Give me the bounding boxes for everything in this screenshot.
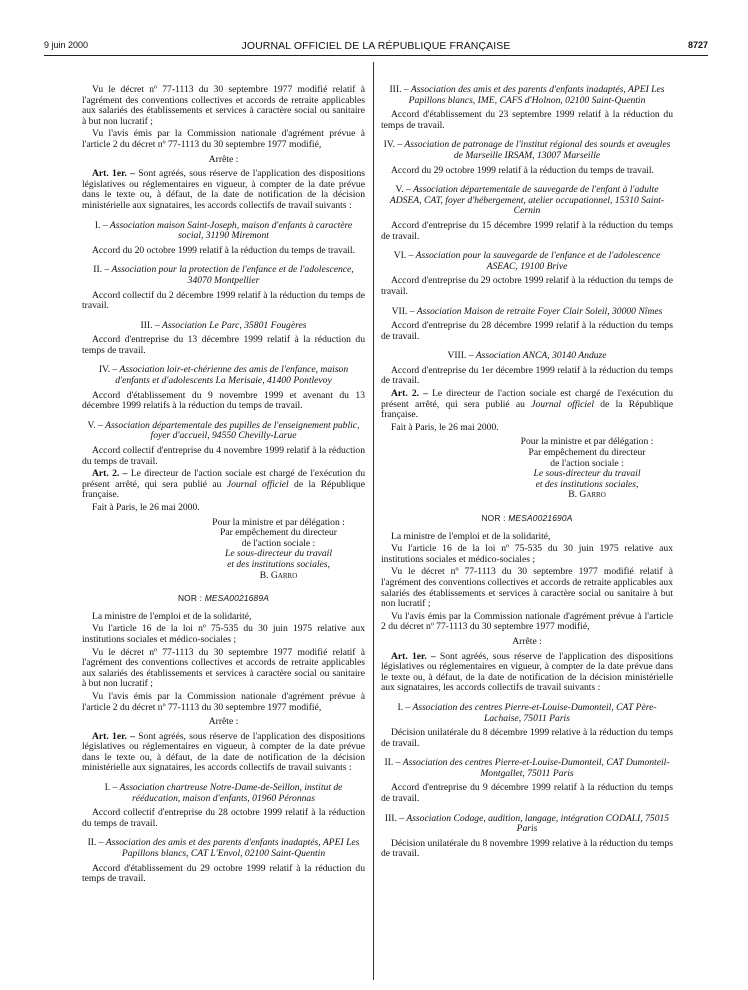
left-b-arrete: Arrête :	[208, 716, 239, 728]
signatory-name: B. Garro	[259, 569, 298, 581]
left-b-article-1: Art. 1er. – Sont agréés, sous réserve de l'application des dispositions législatives ou réglementaires en vigueur, à compter de la date prévue dans le texte ou, à défaut, de la date de notification de la décision ministérielle aux signataires, les accords collectifs de travail suivants :	[82, 730, 365, 774]
left-intro-avis: Vu l'avis émis par la Commission nationale d'agrément prévue à l'article 2 du décret nº 77-1113 du 30 septembre 1977 modifié,	[82, 128, 365, 150]
right-nor-reference: NOR : MESA0021690A	[481, 513, 573, 523]
left-b-item-text: Accord collectif d'entreprise du 28 octobre 1999 relatif à la réduction du temps de travail.	[82, 807, 365, 829]
right-b-minister: La ministre de l'emploi et de la solidarité,	[391, 530, 551, 542]
article-label: Art. 1er. –	[92, 168, 135, 180]
right-b-item-heading: I. – Association des centres Pierre-et-Louise-Dumonteil, CAT Père-Lachaise, 75011 Paris	[397, 701, 657, 724]
left-intro-decree: Vu le décret nº 77-1113 du 30 septembre 1977 modifié relatif à l'agrément des conventions collectives et accords de retraite applicables aux salariés des établissements et services à caractère social ou sanitaire à but non lucratif ;	[82, 84, 365, 127]
left-article-2: Art. 2. – Le directeur de l'action sociale est chargé de l'exécution du présent arrêté, qui sera publié au Journal officiel de la République française.	[82, 468, 365, 501]
right-b-item-text: Accord d'entreprise du 9 décembre 1999 relatif à la réduction du temps de travail.	[381, 782, 673, 805]
left-signature-block: Pour la ministre et par délégation : Par empêchement du directeur de l'action sociale : Le sous-directeur du travail et des institutions sociales, B. Garro	[82, 518, 365, 582]
left-item-text: Accord du 20 octobre 1999 relatif à la réduction du temps de travail.	[92, 244, 355, 256]
left-b-item-heading: I. – Association chartreuse Notre-Dame-de-Seillon, institut de rééducation, maison d'enfants, 01960 Péronnas	[104, 782, 343, 804]
left-b-minister: La ministre de l'emploi et de la solidarité,	[92, 610, 252, 622]
right-item-text: Accord d'entreprise du 29 octobre 1999 relatif à la réduction du temps de travail.	[381, 275, 673, 297]
right-column	[381, 85, 673, 862]
left-b-item-text: Accord d'établissement du 29 octobre 1999 relatif à la réduction du temps de travail.	[82, 862, 365, 885]
left-item-heading: III. – Association Le Parc, 35801 Fougères	[140, 319, 307, 331]
right-item-heading: VII. – Association Maison de retraite Foyer Clair Soleil, 30000 Nîmes	[391, 305, 663, 317]
article-text: Sont agréés, sous réserve de l'application des dispositions législatives ou réglementaires en vigueur, à compter de la date prévue dans le texte ou, à défaut, de la date de notification de la décision ministérielle aux signataires, les accords collectifs de travail suivants :	[82, 168, 365, 211]
right-item-text: Accord d'entreprise du 1er décembre 1999 relatif à la réduction du temps de travail.	[381, 364, 673, 387]
header-rule	[44, 55, 708, 56]
left-item-heading: IV. – Association loir-et-chérienne des amis de l'enfance, maison d'enfants et d'adolescents La Merisaie, 41400 Pontlevoy	[98, 364, 349, 387]
right-b-vu-loi: Vu l'article 16 de la loi nº 75-535 du 30 juin 1975 relative aux institutions sociales et médico-sociales ;	[381, 543, 673, 565]
right-b-arrete: Arrête :	[512, 635, 542, 647]
column-divider	[373, 62, 374, 980]
left-item-text: Accord collectif du 2 décembre 1999 relatif à la réduction du temps de travail.	[82, 289, 365, 312]
right-signature-block: Pour la ministre et par délégation : Par empêchement du directeur de l'action sociale : Le sous-directeur du travail et des institutions sociales, B. Garro	[381, 437, 673, 501]
header-title: JOURNAL OFFICIEL DE LA RÉPUBLIQUE FRANÇAISE	[241, 40, 511, 52]
left-fait: Fait à Paris, le 26 mai 2000.	[92, 502, 200, 513]
right-fait: Fait à Paris, le 26 mai 2000.	[391, 421, 499, 433]
right-item-text: Accord du 29 octobre 1999 relatif à la réduction du temps de travail.	[391, 164, 654, 176]
right-item-text: Accord d'établissement du 23 septembre 1999 relatif à la réduction du temps de travail.	[381, 109, 673, 131]
left-nor-reference: NOR : MESA0021689A	[177, 593, 270, 604]
left-item-heading: II. – Association pour la protection de l'enfance et de l'adolescence, 34070 Montpellier	[93, 264, 354, 286]
right-item-heading: VI. – Association pour la sauvegarde de l'enfance et de l'adolescence ASEAC, 19100 Brive	[393, 250, 661, 272]
right-item-text: Accord d'entreprise du 28 décembre 1999 relatif à la réduction du temps de travail.	[381, 320, 673, 342]
left-item-heading: I. – Association maison Saint-Joseph, maison d'enfants à caractère social, 31190 Miremont	[94, 219, 353, 242]
header-date: 9 juin 2000	[44, 40, 89, 50]
right-b-item-heading: II. – Association des centres Pierre-et-Louise-Dumonteil, CAT Dumonteil-Montgallet, 75011 Paris	[384, 757, 670, 779]
right-item-text: Accord d'entreprise du 15 décembre 1999 relatif à la réduction du temps de travail.	[381, 219, 673, 242]
left-item-text: Accord d'établissement du 9 novembre 1999 et avenant du 13 décembre 1999 relatifs à la réduction du temps de travail.	[82, 389, 365, 412]
right-item-heading: IV. – Association de patronage de l'institut régional des sourds et aveugles de Marseille IRSAM, 13007 Marseille	[383, 139, 671, 161]
left-b-vu-decret: Vu le décret nº 77-1113 du 30 septembre 1977 modifié relatif à l'agrément des conventions collectives et accords de retraite applicables aux salariés des établissements et services à caractère social ou sanitaire à but non lucratif ;	[82, 646, 365, 690]
right-item-heading: V. – Association départementale de sauvegarde de l'enfant à l'adulte ADSEA, CAT, foyer d'hébergement, atelier occupationnel, 15310 Saint-Cernin	[389, 184, 665, 217]
left-item-heading: V. – Association départementale des pupilles de l'enseignement public, foyer d'accueil, 94550 Chevilly-Larue	[87, 419, 360, 442]
right-article-2: Art. 2. – Le directeur de l'action sociale est chargé de l'exécution du présent arrêté, qui sera publié au Journal officiel de la République française.	[381, 388, 673, 421]
left-column	[82, 85, 365, 887]
right-b-item-text: Décision unilatérale du 8 décembre 1999 relative à la réduction du temps de travail.	[381, 727, 673, 749]
right-b-vu-avis: Vu l'avis émis par la Commission nationale d'agrément prévue à l'article 2 du décret nº 77-1113 du 30 septembre 1977 modifié,	[381, 610, 673, 633]
signatory-name: B. Garro	[568, 489, 606, 501]
left-b-item-heading: II. – Association des amis et des parents d'enfants inadaptés, APEI Les Papillons blancs, CAT L'Envol, 02100 Saint-Quentin	[87, 837, 360, 860]
page-header	[44, 40, 708, 56]
right-b-item-text: Décision unilatérale du 8 novembre 1999 relative à la réduction du temps de travail.	[381, 837, 673, 860]
right-item-heading: VIII. – Association ANCA, 30140 Anduze	[447, 350, 607, 362]
left-item-text: Accord d'entreprise du 13 décembre 1999 relatif à la réduction du temps de travail.	[82, 334, 365, 356]
left-article-1	[82, 169, 365, 211]
left-arrete: Arrête :	[208, 153, 239, 165]
left-item-text: Accord collectif d'entreprise du 4 novembre 1999 relatif à la réduction du temps de travail.	[82, 445, 365, 467]
left-b-vu-loi: Vu l'article 16 de la loi nº 75-535 du 30 juin 1975 relative aux institutions sociales et médico-sociales ;	[82, 623, 365, 645]
right-b-article-1: Art. 1er. – Sont agréés, sous réserve de l'application des dispositions législatives ou réglementaires en vigueur, à compter de la date prévue dans le texte ou, à défaut, de la date de notification de la décision ministérielle aux signataires, les accords collectifs de travail suivants :	[381, 650, 673, 694]
right-item-heading: III. – Association des amis et des parents d'enfants inadaptés, APEI Les Papillons blancs, IME, CAFS d'Holnon, 02100 Saint-Quentin	[389, 84, 665, 106]
right-b-vu-decret: Vu le décret nº 77-1113 du 30 septembre 1977 modifié relatif à l'agrément des conventions collectives et accords de retraite applicables aux salariés des établissements et services à caractère social ou sanitaire à but non lucratif ;	[381, 566, 673, 610]
left-b-vu-avis: Vu l'avis émis par la Commission nationale d'agrément prévue à l'article 2 du décret nº 77-1113 du 30 septembre 1977 modifié,	[82, 690, 365, 713]
header-page-number: 8727	[687, 40, 708, 50]
right-b-item-heading: III. – Association Codage, audition, langage, intégration CODALI, 75015 Paris	[384, 812, 670, 835]
